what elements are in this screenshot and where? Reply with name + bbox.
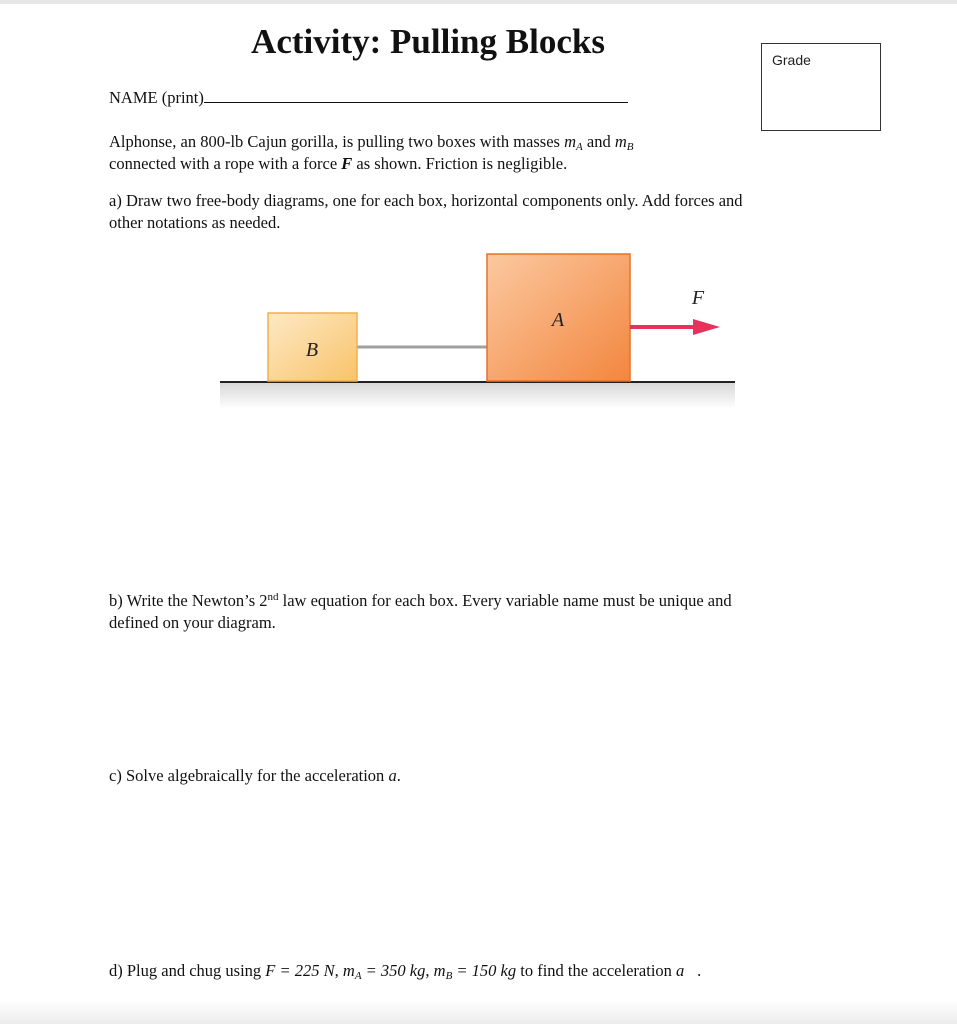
mass-b-equation: $m_B = 150$ kg	[433, 961, 517, 982]
pulling-blocks-diagram	[215, 248, 740, 413]
part-a-line-1: a) Draw two free-body diagrams, one for each box, horizontal components only. Add forces and	[109, 191, 743, 210]
intro-line-2: connected with a rope with a force F as shown. Friction is negligible.	[109, 154, 568, 173]
page-bottom-edge	[0, 1000, 957, 1024]
page-title: Activity: Pulling Blocks	[251, 22, 605, 61]
part-a-question	[109, 190, 743, 234]
intro-line-1: Alphonse, an 800-lb Cajun gorilla, is pulling two boxes with masses $m_A$ and $m_B$	[109, 132, 634, 153]
name-blank-line[interactable]	[204, 88, 628, 103]
intro-paragraph	[109, 131, 633, 175]
floor-shadow	[220, 383, 735, 409]
mass-a-equation: $m_A = 350$ kg	[342, 961, 426, 982]
part-b-question	[109, 590, 732, 634]
part-b-line-2: defined on your diagram.	[109, 613, 276, 632]
name-label: NAME (print)	[109, 88, 204, 107]
grade-label: Grade	[772, 52, 811, 68]
force-arrow-head	[693, 319, 720, 335]
force-equation: F = 225 N	[265, 961, 335, 980]
part-b-line-1: b) Write the Newton’s 2nd law equation for each box. Every variable name must be unique and	[109, 591, 732, 610]
acceleration-symbol: a	[388, 766, 397, 785]
part-a-line-2: other notations as needed.	[109, 213, 281, 232]
acceleration-vector-symbol: a⃗	[676, 961, 698, 980]
force-symbol: F	[341, 154, 353, 173]
part-c-question: c) Solve algebraically for the acceleration a.	[109, 766, 401, 785]
box-a-label: A	[551, 309, 565, 331]
page-top-edge	[0, 0, 957, 4]
box-b-label: B	[305, 339, 319, 361]
mass-b-symbol: $m_B$	[614, 132, 634, 153]
mass-a-symbol: $m_A$	[564, 132, 583, 153]
grade-box[interactable]	[761, 43, 881, 131]
force-label: F	[691, 287, 705, 309]
part-d-question: d) Plug and chug using F = 225 N, $m_A = 350$ kg, $m_B = 150$ kg to find the acceleration a⃗.	[109, 961, 702, 982]
name-field-row	[109, 88, 628, 108]
